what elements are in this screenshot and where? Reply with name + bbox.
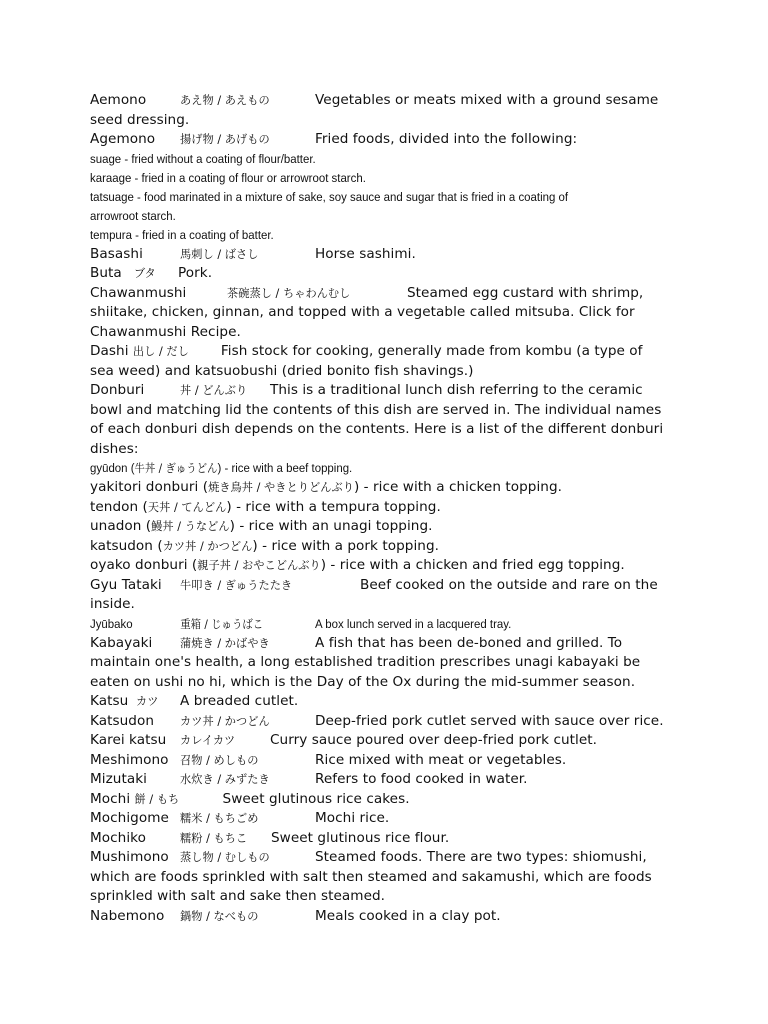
entry-definition: Sweet glutinous rice flour. xyxy=(271,829,450,846)
entry-term: Mizutaki xyxy=(90,771,147,787)
glossary-entry-mochigome xyxy=(90,809,680,829)
entry-definition: Curry sauce poured over deep-fried pork cutlet. xyxy=(270,732,598,748)
entry-definition: Steamed foods. There are two types: shiomushi, xyxy=(315,849,647,865)
entry-definition: Steamed egg custard with shrimp, xyxy=(407,284,644,301)
entry-term: Agemono xyxy=(90,131,156,147)
entry-term: Donburi xyxy=(90,382,145,398)
glossary-entry-agemono xyxy=(90,130,680,150)
sub-entry-suage: suage - fried without a coating of flour/batter. xyxy=(90,151,316,166)
entry-japanese: カレイカツ xyxy=(180,734,236,747)
entry-definition: A breaded cutlet. xyxy=(180,693,299,709)
entry-japanese: 糯米 / もちごめ xyxy=(180,812,259,825)
entry-japanese: 蒲焼き / かばやき xyxy=(180,636,270,650)
entry-definition: Beef cooked on the outside and rare on the xyxy=(360,576,658,593)
entry-term: Katsudon xyxy=(90,712,154,729)
entry-definition: Vegetables or meats mixed with a ground sesame xyxy=(315,92,659,108)
entry-definition-continued: of each donburi dish depends on the contents. Here is a list of the different donburi xyxy=(90,421,664,437)
donburi-item-term: unadon ( xyxy=(90,518,152,534)
donburi-item-definition: ) - rice with a chicken and fried egg topping. xyxy=(320,557,625,573)
donburi-item-gyudon xyxy=(90,459,639,478)
donburi-item-unadon xyxy=(90,517,680,537)
entry-definition: Fish stock for cooking, generally made from kombu (a type of xyxy=(220,343,643,359)
entry-japanese: 鍋物 / なべもの xyxy=(180,909,259,923)
entry-definition-continued: sea weed) and katsuobushi (dried bonito fish shavings.) xyxy=(90,362,474,379)
donburi-item-definition: ) - rice with a beef topping. xyxy=(217,461,353,475)
entry-definition-continued: sprinkled with salt and sake then steamed. xyxy=(90,888,386,904)
entry-definition: A box lunch served in a lacquered tray. xyxy=(315,616,512,631)
entry-definition: Meals cooked in a clay pot. xyxy=(315,907,501,924)
sub-entry-tempura: tempura - fried in a coating of batter. xyxy=(90,227,274,242)
entry-japanese: 重箱 / じゅうばこ xyxy=(180,617,264,631)
glossary-entry-donburi xyxy=(90,381,680,401)
entry-term: Karei katsu xyxy=(90,732,167,748)
entry-definition-continued: shiitake, chicken, ginnan, and topped with a vegetable called mitsuba. Click for xyxy=(90,304,635,320)
donburi-item-katsudon xyxy=(90,537,680,557)
entry-definition-continued: bowl and matching lid the contents of this dish are served in. The individual names xyxy=(90,401,662,418)
entry-japanese: 出し / だし xyxy=(132,345,189,358)
glossary-entry-dashi xyxy=(90,342,680,362)
sub-entry-tatsuage-continued: arrowroot starch. xyxy=(90,208,176,223)
donburi-item-japanese: カツ丼 / かつどん xyxy=(162,539,253,553)
entry-japanese: 糯粉 / もちこ xyxy=(180,831,248,845)
entry-term: Nabemono xyxy=(90,907,165,924)
donburi-item-definition: ) - rice with an unagi topping. xyxy=(229,518,433,534)
entry-definition: Pork. xyxy=(178,265,213,281)
donburi-item-term: gyūdon ( xyxy=(90,461,135,475)
glossary-entry-karei-katsu xyxy=(90,731,680,751)
entry-definition: Mochi rice. xyxy=(315,810,390,826)
donburi-item-definition: ) - rice with a pork topping. xyxy=(252,537,440,554)
donburi-item-japanese: 親子丼 / おやこどんぶり xyxy=(197,559,321,572)
glossary-entry-chawanmushi xyxy=(90,284,680,304)
sub-entry-karaage: karaage - fried in a coating of flour or arrowroot starch. xyxy=(90,170,366,185)
japanese-food-glossary xyxy=(90,91,680,926)
glossary-entry-mushimono xyxy=(90,848,680,868)
entry-term: Basashi xyxy=(90,245,143,262)
glossary-entry-nabemono xyxy=(90,907,680,927)
entry-term: Chawanmushi xyxy=(90,284,187,301)
entry-japanese: 丼 / どんぶり xyxy=(180,384,248,397)
sub-entry-tatsuage: tatsuage - food marinated in a mixture of sake, soy sauce and sugar that is fried in a coating of xyxy=(90,189,569,204)
entry-japanese: カツ xyxy=(136,695,159,708)
entry-japanese: カツ丼 / かつどん xyxy=(180,714,270,728)
entry-japanese: 水炊き / みずたき xyxy=(180,773,270,786)
glossary-entry-basashi xyxy=(90,245,680,265)
entry-term: Dashi xyxy=(90,343,129,359)
donburi-item-term: tendon ( xyxy=(90,498,148,515)
entry-definition-continued: which are foods sprinkled with salt then steamed and sakamushi, which are foods xyxy=(90,868,652,885)
entry-definition: A fish that has been de-boned and grilled. To xyxy=(315,634,623,651)
entry-definition-continued: maintain one's health, a long established tradition prescribes unagi kabayaki be xyxy=(90,654,641,670)
entry-japanese: 揚げ物 / あげもの xyxy=(180,133,270,146)
glossary-entry-jyubako xyxy=(90,615,639,634)
glossary-entry-gyu-tataki xyxy=(90,576,680,596)
glossary-entry-meshimono xyxy=(90,751,680,771)
entry-term: Mochigome xyxy=(90,810,169,826)
entry-japanese: あえ物 / あえもの xyxy=(180,94,270,107)
entry-japanese: 馬刺し / ばさし xyxy=(180,247,259,261)
entry-definition: This is a traditional lunch dish referring to the ceramic xyxy=(270,382,643,398)
glossary-entry-buta xyxy=(90,264,680,284)
donburi-item-tendon xyxy=(90,498,680,518)
glossary-entry-mizutaki xyxy=(90,770,680,790)
donburi-item-term: oyako donburi ( xyxy=(90,557,198,573)
entry-definition: Refers to food cooked in water. xyxy=(315,771,528,787)
donburi-item-japanese: 牛丼 / ぎゅうどん xyxy=(134,462,218,475)
donburi-item-japanese: 天丼 / てんどん xyxy=(147,500,227,514)
entry-definition-continued: dishes: xyxy=(90,440,139,457)
entry-term: Kabayaki xyxy=(90,634,153,651)
donburi-item-oyako xyxy=(90,556,680,576)
entry-definition-continued: seed dressing. xyxy=(90,111,190,128)
entry-term: Aemono xyxy=(90,92,147,108)
donburi-item-term: yakitori donburi ( xyxy=(90,479,209,495)
donburi-item-japanese: 鰻丼 / うなどん xyxy=(151,520,230,533)
entry-term: Buta xyxy=(90,265,122,281)
entry-japanese: 牛叩き / ぎゅうたたき xyxy=(180,578,293,592)
glossary-entry-mochiko xyxy=(90,829,680,849)
entry-japanese: 茶碗蒸し / ちゃわんむし xyxy=(227,286,351,300)
glossary-entry-katsu xyxy=(90,692,680,712)
entry-definition: Horse sashimi. xyxy=(315,245,416,262)
entry-term: Mochiko xyxy=(90,829,146,846)
entry-definition-continued: inside. xyxy=(90,596,135,612)
glossary-entry-aemono xyxy=(90,91,680,111)
entry-japanese: 蒸し物 / むしもの xyxy=(180,851,270,864)
donburi-item-japanese: 焼き鳥丼 / やきとりどんぶり xyxy=(208,481,354,494)
entry-japanese: 召物 / めしもの xyxy=(180,753,259,767)
entry-term: Meshimono xyxy=(90,751,169,768)
entry-term: Jyūbako xyxy=(90,616,133,631)
entry-definition: Deep-fried pork cutlet served with sauce over rice. xyxy=(315,712,664,729)
donburi-item-term: katsudon ( xyxy=(90,537,163,554)
glossary-entry-katsudon xyxy=(90,712,680,732)
entry-term: Katsu xyxy=(90,693,129,709)
donburi-item-yakitori xyxy=(90,478,680,498)
entry-definition: Sweet glutinous rice cakes. xyxy=(222,790,410,807)
entry-term: Mochi xyxy=(90,790,131,807)
entry-japanese: 餅 / もち xyxy=(134,792,180,806)
entry-definition-continued: eaten on ushi no hi, which is the Day of the Ox during the mid-summer season. xyxy=(90,673,636,690)
entry-japanese: ブタ xyxy=(134,267,156,280)
entry-definition: Rice mixed with meat or vegetables. xyxy=(315,751,567,768)
donburi-item-definition: ) - rice with a tempura topping. xyxy=(226,498,441,515)
glossary-entry-mochi xyxy=(90,790,680,810)
entry-term: Gyu Tataki xyxy=(90,576,162,593)
entry-term: Mushimono xyxy=(90,849,169,865)
donburi-item-definition: ) - rice with a chicken topping. xyxy=(353,479,563,495)
entry-definition-continued: Chawanmushi Recipe. xyxy=(90,323,241,340)
entry-definition: Fried foods, divided into the following: xyxy=(315,131,578,147)
glossary-entry-kabayaki xyxy=(90,634,680,654)
